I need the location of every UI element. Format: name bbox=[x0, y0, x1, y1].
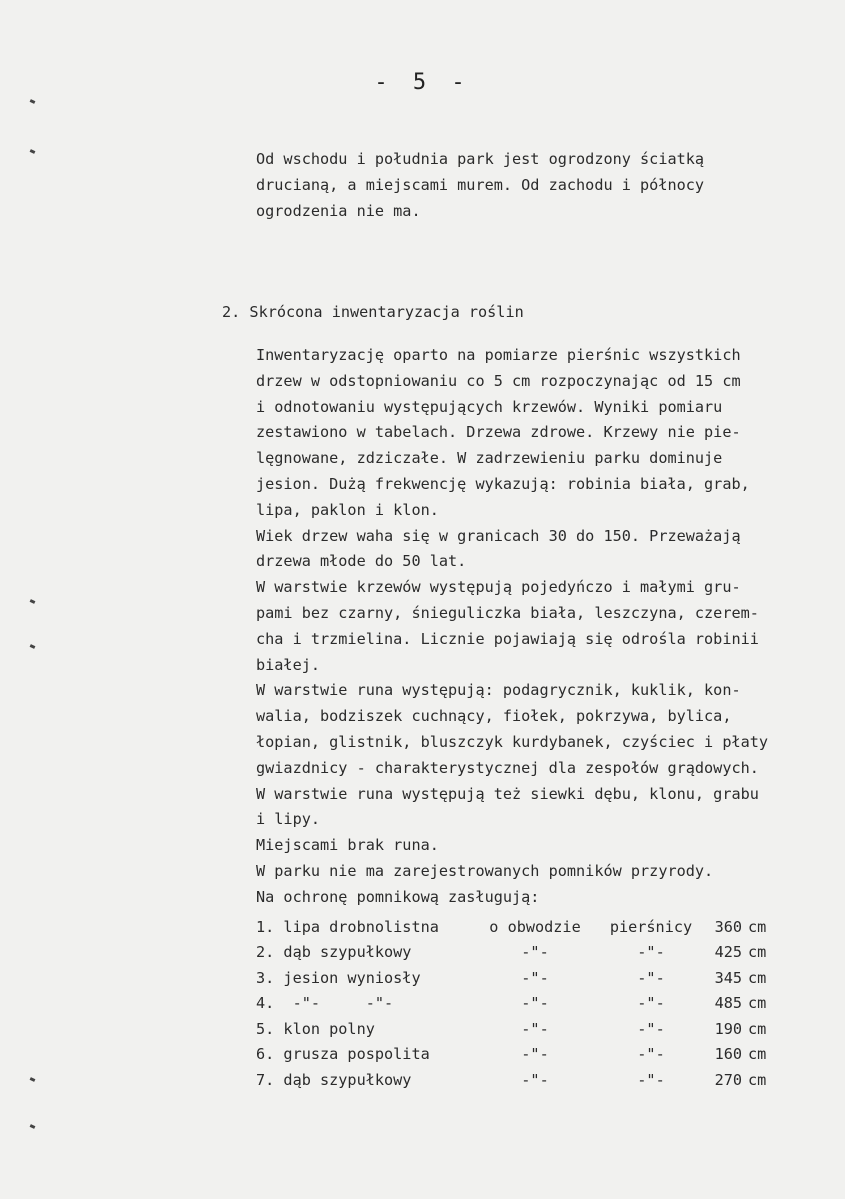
text-line: i lipy. bbox=[256, 810, 321, 829]
text-line: drucianą, a miejscami murem. Od zachodu i północy bbox=[256, 175, 705, 194]
tree-name: 2. dąb szypułkowy bbox=[256, 943, 412, 962]
text-line: Od wschodu i południa park jest ogrodzony ściatką bbox=[256, 150, 705, 168]
circumference-value: 190 bbox=[714, 1019, 742, 1038]
unit: cm bbox=[748, 1070, 767, 1089]
circumference-label: -"- bbox=[521, 943, 549, 962]
margin-mark bbox=[30, 644, 36, 649]
intro-paragraph bbox=[256, 147, 704, 224]
tree-name: 1. lipa drobnolistna bbox=[256, 917, 439, 936]
text-line: zestawiono w tabelach. Drzewa zdrowe. Krzewy nie pie- bbox=[256, 423, 741, 442]
text-line: jesion. Dużą frekwencję wykazują: robinia biała, grab, bbox=[256, 474, 750, 493]
margin-mark bbox=[30, 99, 36, 104]
tree-name: 7. dąb szypułkowy bbox=[256, 1070, 412, 1089]
text-line: W warstwie runa występują: podagrycznik, kuklik, kon- bbox=[256, 681, 741, 700]
breast-height-label: pierśnicy bbox=[609, 917, 693, 936]
tree-name: 6. grusza pospolita bbox=[256, 1045, 430, 1064]
text-line: Wiek drzew waha się w granicach 30 do 150. Przeważają bbox=[256, 526, 741, 545]
tree-name: 4. -"- -"- bbox=[256, 994, 394, 1013]
text-line: ogrodzenia nie ma. bbox=[256, 201, 421, 220]
breast-height-label: -"- bbox=[637, 1019, 665, 1038]
table-row bbox=[256, 914, 774, 940]
text-line: łopian, glistnik, bluszczyk kurdybanek, czyściec i płaty bbox=[256, 732, 769, 751]
circumference-label: o obwodzie bbox=[489, 917, 581, 936]
text-line: i odnotowaniu występujących krzewów. Wyniki pomiaru bbox=[256, 397, 723, 416]
breast-height-label: -"- bbox=[637, 943, 665, 962]
circumference-label: -"- bbox=[521, 1070, 549, 1089]
table-row bbox=[256, 965, 774, 991]
text-line: pami bez czarny, śnieguliczka biała, leszczyna, czerem- bbox=[256, 603, 759, 622]
breast-height-label: -"- bbox=[637, 994, 665, 1013]
circumference-value: 160 bbox=[714, 1045, 742, 1064]
section-heading: 2. Skrócona inwentaryzacja roślin bbox=[222, 303, 524, 321]
margin-mark bbox=[30, 149, 36, 154]
text-line: Miejscami brak runa. bbox=[256, 836, 439, 855]
tree-name: 3. jesion wyniosły bbox=[256, 968, 421, 987]
text-line: W warstwie krzewów występują pojedyńczo i małymi gru- bbox=[256, 578, 741, 597]
table-row bbox=[256, 991, 774, 1017]
section-body bbox=[256, 343, 768, 911]
breast-height-label: -"- bbox=[637, 968, 665, 987]
circumference-label: -"- bbox=[521, 1019, 549, 1038]
text-line: Na ochronę pomnikową zasługują: bbox=[256, 887, 540, 906]
table-row bbox=[256, 1067, 774, 1093]
breast-height-label: -"- bbox=[637, 1070, 665, 1089]
text-line: W warstwie runa występują też siewki dębu, klonu, grabu bbox=[256, 784, 759, 803]
unit: cm bbox=[748, 943, 767, 962]
margin-mark bbox=[30, 599, 36, 604]
page-number: - 5 - bbox=[374, 70, 471, 95]
text-line: drzewa młode do 50 lat. bbox=[256, 552, 467, 571]
margin-mark bbox=[30, 1124, 36, 1129]
text-line: lipa, paklon i klon. bbox=[256, 500, 439, 519]
text-line: Inwentaryzację oparto na pomiarze pierśnic wszystkich bbox=[256, 346, 741, 364]
text-line: gwiazdnicy - charakterystycznej dla zespołów grądowych. bbox=[256, 758, 759, 777]
unit: cm bbox=[748, 994, 767, 1013]
circumference-value: 485 bbox=[714, 994, 742, 1013]
text-line: białej. bbox=[256, 655, 321, 674]
circumference-label: -"- bbox=[521, 994, 549, 1013]
text-line: cha i trzmielina. Licznie pojawiają się odrośla robinii bbox=[256, 629, 759, 648]
unit: cm bbox=[748, 917, 767, 936]
unit: cm bbox=[748, 968, 767, 987]
circumference-value: 425 bbox=[714, 943, 742, 962]
circumference-label: -"- bbox=[521, 1045, 549, 1064]
tree-name: 5. klon polny bbox=[256, 1019, 375, 1038]
monument-trees-table bbox=[256, 914, 774, 1093]
table-row bbox=[256, 940, 774, 966]
circumference-value: 270 bbox=[714, 1070, 742, 1089]
breast-height-label: -"- bbox=[637, 1045, 665, 1064]
text-line: walia, bodziszek cuchnący, fiołek, pokrzywa, bylica, bbox=[256, 707, 732, 726]
text-line: W parku nie ma zarejestrowanych pomników przyrody. bbox=[256, 861, 714, 880]
unit: cm bbox=[748, 1019, 767, 1038]
table-row bbox=[256, 1042, 774, 1068]
circumference-label: -"- bbox=[521, 968, 549, 987]
unit: cm bbox=[748, 1045, 767, 1064]
text-line: drzew w odstopniowaniu co 5 cm rozpoczynając od 15 cm bbox=[256, 371, 741, 390]
circumference-value: 345 bbox=[714, 968, 742, 987]
circumference-value: 360 bbox=[714, 917, 742, 936]
table-row bbox=[256, 1016, 774, 1042]
margin-mark bbox=[30, 1077, 36, 1082]
text-line: lęgnowane, zdziczałe. W zadrzewieniu parku dominuje bbox=[256, 449, 723, 468]
